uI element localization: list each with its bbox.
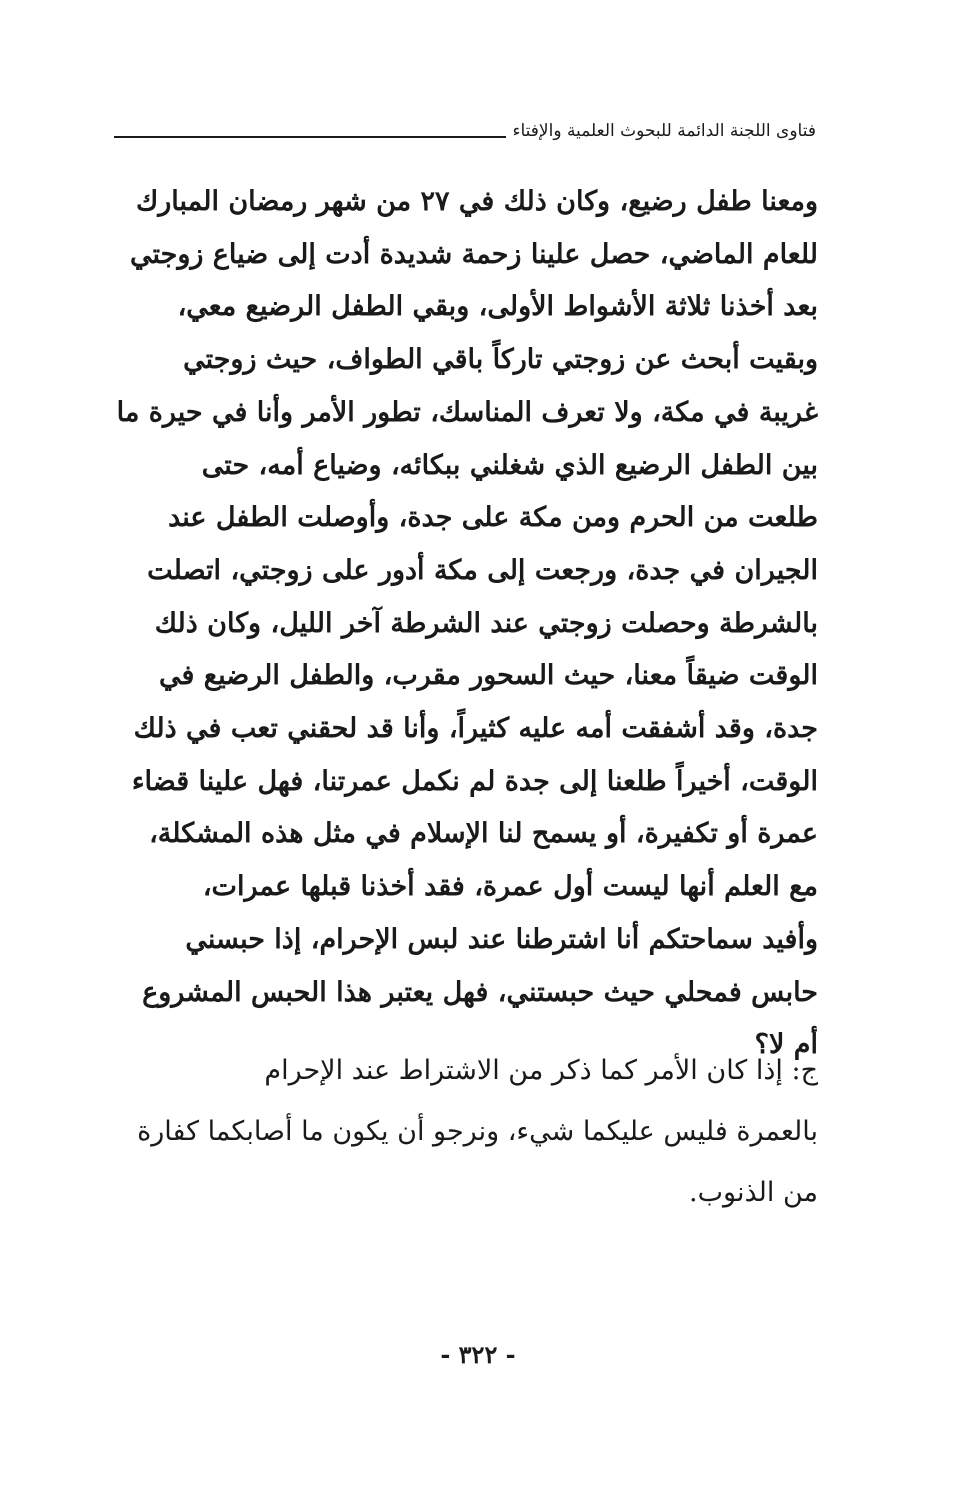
page-number: - ٣٢٢ -: [440, 1340, 516, 1369]
question-text: ومعنا طفل رضيع، وكان ذلك في ٢٧ من شهر رمضان المبارك للعام الماضي، حصل علينا زحمة شديدة أدت إلى ضياع زوجتي بعد أخذنا ثلاثة الأشواط الأولى، وبقي الطفل الرضيع معي، وبقيت أبحث عن زوجتي تاركاً باقي الطواف، حيث زوجتي غريبة في مكة، ولا تعرف المناسك، تطور الأمر وأنا في حيرة ما بين الطفل الرضيع الذي شغلني ببكائه، وضياع أمه، حتى طلعت من الحرم ومن مكة على جدة، وأوصلت الطفل عند الجيران في جدة، ورجعت إلى مكة أدور على زوجتي، اتصلت بالشرطة وحصلت زوجتي عند الشرطة آخر الليل، وكان ذلك الوقت ضيقاً معنا، حيث السحور مقرب، والطفل الرضيع في جدة، وقد أشفقت أمه عليه كثيراً، وأنا قد لحقني تعب في ذلك الوقت، أخيراً طلعنا إلى جدة لم نكمل عمرتنا، فهل علينا قضاء عمرة أو تكفيرة، أو يسمح لنا الإسلام في مثل هذه المشكلة، مع العلم أنها ليست أول عمرة، فقد أخذنا قبلها عمرات، وأفيد سماحتكم أنا اشترطنا عند لبس الإحرام، إذا حبسني حابس فمحلي حيث حبستني، فهل يعتبر هذا الحبس المشروع أم لا؟: [116, 186, 818, 1061]
answer-text: ج: إذا كان الأمر كما ذكر من الاشتراط عند الإحرام بالعمرة فليس عليكما شيء، ونرجو أن يكون ما أصابكما كفارة من الذنوب.: [137, 1055, 818, 1208]
running-header: [114, 114, 816, 144]
running-header-title: فتاوى اللجنة الدائمة للبحوث العلمية والإفتاء: [512, 121, 816, 141]
header-rule: [114, 136, 506, 138]
